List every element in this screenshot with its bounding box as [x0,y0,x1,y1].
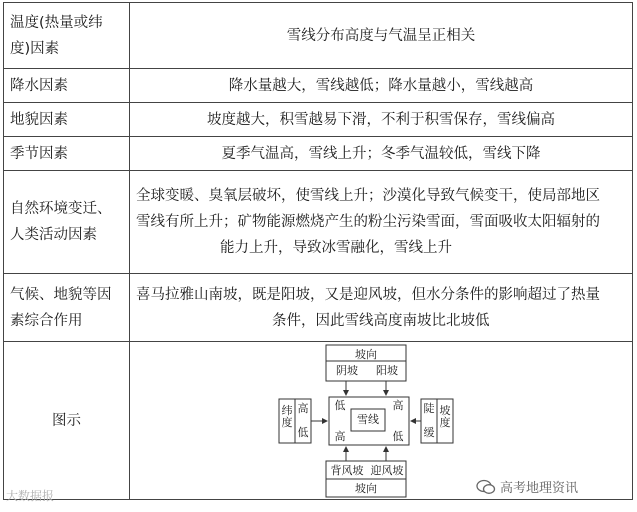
factor-description-line: 降水量越大，雪线越低；降水量越小，雪线越高 [228,77,534,94]
factor-description-cell [130,171,633,274]
factor-name-line: 人类活动因素 [10,227,97,243]
diagram-bottom-left: 背风坡 [330,463,364,477]
table-row [4,69,633,103]
figure-cell [130,342,633,500]
factor-description-cell [130,137,633,171]
table-row [4,274,633,342]
diagram-bottom-title: 坡向 [355,481,377,495]
factor-description-cell [130,274,633,342]
diagram-inner-tr: 高 [392,398,404,412]
diagram-inner-bl: 高 [334,429,346,443]
watermark-right [476,477,578,496]
factor-description-line: 雪线分布高度与气温呈正相关 [286,27,476,44]
diagram-left-title: 纬度 [281,403,293,429]
figure-label-cell: 图示 [4,342,130,500]
diagram-left-bottom: 低 [297,425,309,439]
factor-description-line: 全球变暖、臭氧层破坏，使雪线上升；沙漠化导致气候变干，使局部地区 [136,188,600,204]
snowline-diagram [211,343,551,499]
factor-description-line: 夏季气温高，雪线上升；冬季气温较低，雪线下降 [221,145,541,162]
factor-name-cell [4,171,130,274]
table-row [4,171,633,274]
diagram-top-left: 阴坡 [336,363,358,377]
diagram-right-bottom: 缓 [423,425,435,439]
table-row [4,137,633,171]
factor-name-line: 温度(热量或纬 [10,14,103,31]
factor-description-line: 喜马拉雅山南坡，既是阳坡，又是迎风坡，但水分条件的影响超过了热量 [136,286,600,303]
factor-name-line: 地貌因素 [10,111,68,128]
diagram-right-title: 坡度 [439,403,451,429]
table-row [4,3,633,69]
diagram-bottom-right: 迎风坡 [370,463,404,477]
diagram-center-snowline: 雪线 [357,412,379,426]
factor-name-line: 度)因素 [10,40,60,57]
diagram-inner-tl: 低 [334,398,346,412]
watermark-left: 大数据报 [6,489,55,503]
factor-description-cell [130,3,633,69]
diagram-top-right: 阳坡 [376,363,398,377]
diagram-right-top: 陡 [423,401,435,415]
factor-description-line: 雪线有所上升；矿物能源燃烧产生的粉尘污染雪面，雪面吸收太阳辐射的 [136,214,600,230]
diagram-top-title: 坡向 [355,347,377,361]
factor-name-cell [4,103,130,137]
factor-description-cell [130,103,633,137]
watermark-right-text: 高考地理资讯 [500,481,579,496]
factor-name-cell [4,274,130,342]
factor-description-cell [130,69,633,103]
factor-description-line: 条件，因此雪线高度南坡比北坡低 [272,312,490,329]
factor-name-line: 季节因素 [10,145,68,162]
table-row [4,103,633,137]
factor-name-line: 降水因素 [10,77,68,94]
factor-description-line: 坡度越大，积雪越易下滑，不利于积雪保存，雪线偏高 [207,111,555,128]
table-row-figure [4,342,633,500]
factor-name-cell [4,69,130,103]
factor-description-line: 能力上升，导致冰雪融化，雪线上升 [220,240,452,256]
snowline-factors-table [3,2,633,500]
factor-name-line: 自然环境变迁、 [10,201,112,217]
factor-name-cell [4,137,130,171]
wechat-icon [476,479,496,495]
diagram-left-top: 高 [297,401,309,415]
factor-name-line: 素综合作用 [10,312,83,329]
factor-name-cell [4,3,130,69]
factor-name-line: 气候、地貌等因 [10,286,112,303]
diagram-inner-br: 低 [392,429,404,443]
